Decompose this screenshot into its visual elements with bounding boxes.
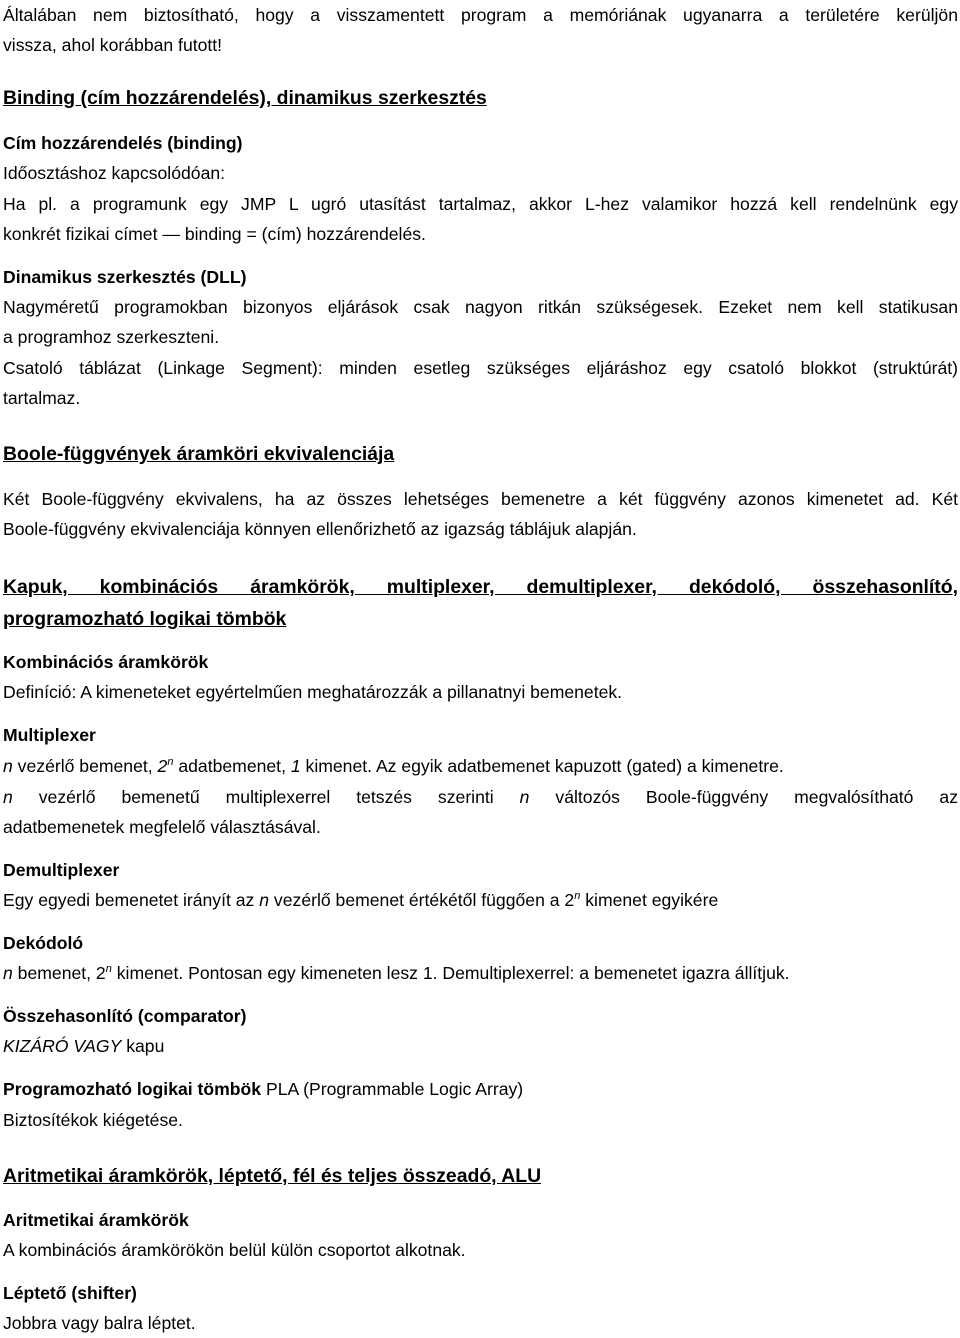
dll-text-line-1: Nagyméretű programokban bizonyos eljárások csak nagyon ritkán szükségesek. Ezeket nem kell statikusan <box>3 297 958 317</box>
dll-text-line-4: tartalmaz. <box>3 388 81 408</box>
demultiplexer-text-line-1 <box>3 885 958 915</box>
paragraph-intro-line-2: vissza, ahol korábban futott! <box>3 35 223 55</box>
text-span: vezérlő bemenet értékétől függően a 2 <box>269 890 575 910</box>
text-span: Egy egyedi bemenetet irányít az <box>3 890 260 910</box>
comparator-text-line-1 <box>3 1031 958 1061</box>
var-one: 1 <box>290 756 301 776</box>
superscript-n: n <box>574 890 581 903</box>
subheading-address-binding: Cím hozzárendelés (binding) <box>3 133 243 153</box>
var-two: 2 <box>157 756 168 776</box>
pla-text-line-1 <box>3 1074 958 1104</box>
boole-text-line-2: Boole-függvény ekvivalenciája könnyen ellenőrizhető az igazság táblájuk alapján. <box>3 519 637 539</box>
text-span: kapu <box>121 1036 165 1056</box>
text-span: PLA (Programmable Logic Array) <box>261 1079 524 1099</box>
paragraph-intro-line-1: Általában nem biztosítható, hogy a visszamentett program a memóriának ugyanarra a területére kerüljön <box>3 5 958 25</box>
shifter-text-line-1: Jobbra vagy balra léptet. <box>3 1313 196 1333</box>
text-span: bemenet, 2 <box>12 963 106 983</box>
subheading-demultiplexer: Demultiplexer <box>3 860 120 880</box>
text-span: kimenet. Az egyik adatbemenet kapuzott (gated) a kimenetre. <box>300 756 784 776</box>
dll-text-line-3: Csatoló táblázat (Linkage Segment): minden esetleg szükséges eljáráshoz egy csatoló blokkot (struktúrát) <box>3 358 958 378</box>
var-n: n <box>3 787 13 807</box>
binding-text-line-3: konkrét fizikai címet — binding = (cím) hozzárendelés. <box>3 224 426 244</box>
superscript-n: n <box>105 963 112 976</box>
arithmetic-text-line-1: A kombinációs áramkörökön belül külön csoportot alkotnak. <box>3 1240 466 1260</box>
subheading-pla: Programozható logikai tömbök <box>3 1079 262 1099</box>
subheading-multiplexer: Multiplexer <box>3 725 96 745</box>
heading-boole: Boole-függvények áramköri ekvivalenciája <box>3 443 395 465</box>
text-span: kimenet. Pontosan egy kimeneten lesz 1. Demultiplexerrel: a bemenetet igazra állítjuk. <box>111 963 790 983</box>
heading-binding: Binding (cím hozzárendelés), dinamikus szerkesztés <box>3 87 487 109</box>
multiplexer-text-line-1 <box>3 751 958 781</box>
subheading-comparator: Összehasonlító (comparator) <box>3 1006 247 1026</box>
subheading-arithmetic-circuits: Aritmetikai áramkörök <box>3 1210 189 1230</box>
text-span: vezérlő bemenetű multiplexerrel tetszés szerinti <box>12 787 520 807</box>
binding-text-line-1: Időosztáshoz kapcsolódóan: <box>3 163 226 183</box>
var-n: n <box>519 787 530 807</box>
text-span: kimenet egyikére <box>580 890 719 910</box>
decoder-text-line-1 <box>3 958 958 988</box>
pla-text-line-2: Biztosítékok kiégetése. <box>3 1110 183 1130</box>
subheading-decoder: Dekódoló <box>3 933 84 953</box>
text-span: vezérlő bemenet, <box>12 756 158 776</box>
multiplexer-text-line-3: adatbemenetek megfelelő választásával. <box>3 817 321 837</box>
text-span: adatbemenet, <box>173 756 291 776</box>
dll-text-line-2: a programhoz szerkeszteni. <box>3 327 220 347</box>
subheading-shifter: Léptető (shifter) <box>3 1283 137 1303</box>
combinational-definition: Definíció: A kimeneteket egyértelműen meghatározzák a pillanatnyi bemenetek. <box>3 682 623 702</box>
xor-term: KIZÁRÓ VAGY <box>3 1036 122 1056</box>
text-span: változós Boole-függvény megvalósítható az <box>529 787 958 807</box>
subheading-combinational: Kombinációs áramkörök <box>3 652 209 672</box>
heading-kapuk-line-2: programozható logikai tömbök <box>3 608 287 630</box>
var-n: n <box>3 756 13 776</box>
binding-text-line-2: Ha pl. a programunk egy JMP L ugró utasítást tartalmaz, akkor L-hez valamikor hozzá kell rendelnünk egy <box>3 194 958 214</box>
multiplexer-text-line-2 <box>3 782 958 812</box>
var-n: n <box>3 963 13 983</box>
heading-kapuk-line-1: Kapuk, kombinációs áramkörök, multiplexer, demultiplexer, dekódoló, összehasonlító, <box>3 576 958 598</box>
boole-text-line-1: Két Boole-függvény ekvivalens, ha az összes lehetséges bemenetre a két függvény azonos kimenetet ad. Két <box>3 489 958 509</box>
subheading-dll: Dinamikus szerkesztés (DLL) <box>3 267 247 287</box>
heading-arithmetic: Aritmetikai áramkörök, léptető, fél és teljes összeadó, ALU <box>3 1165 542 1187</box>
superscript-n: n <box>167 756 174 769</box>
var-n: n <box>259 890 270 910</box>
